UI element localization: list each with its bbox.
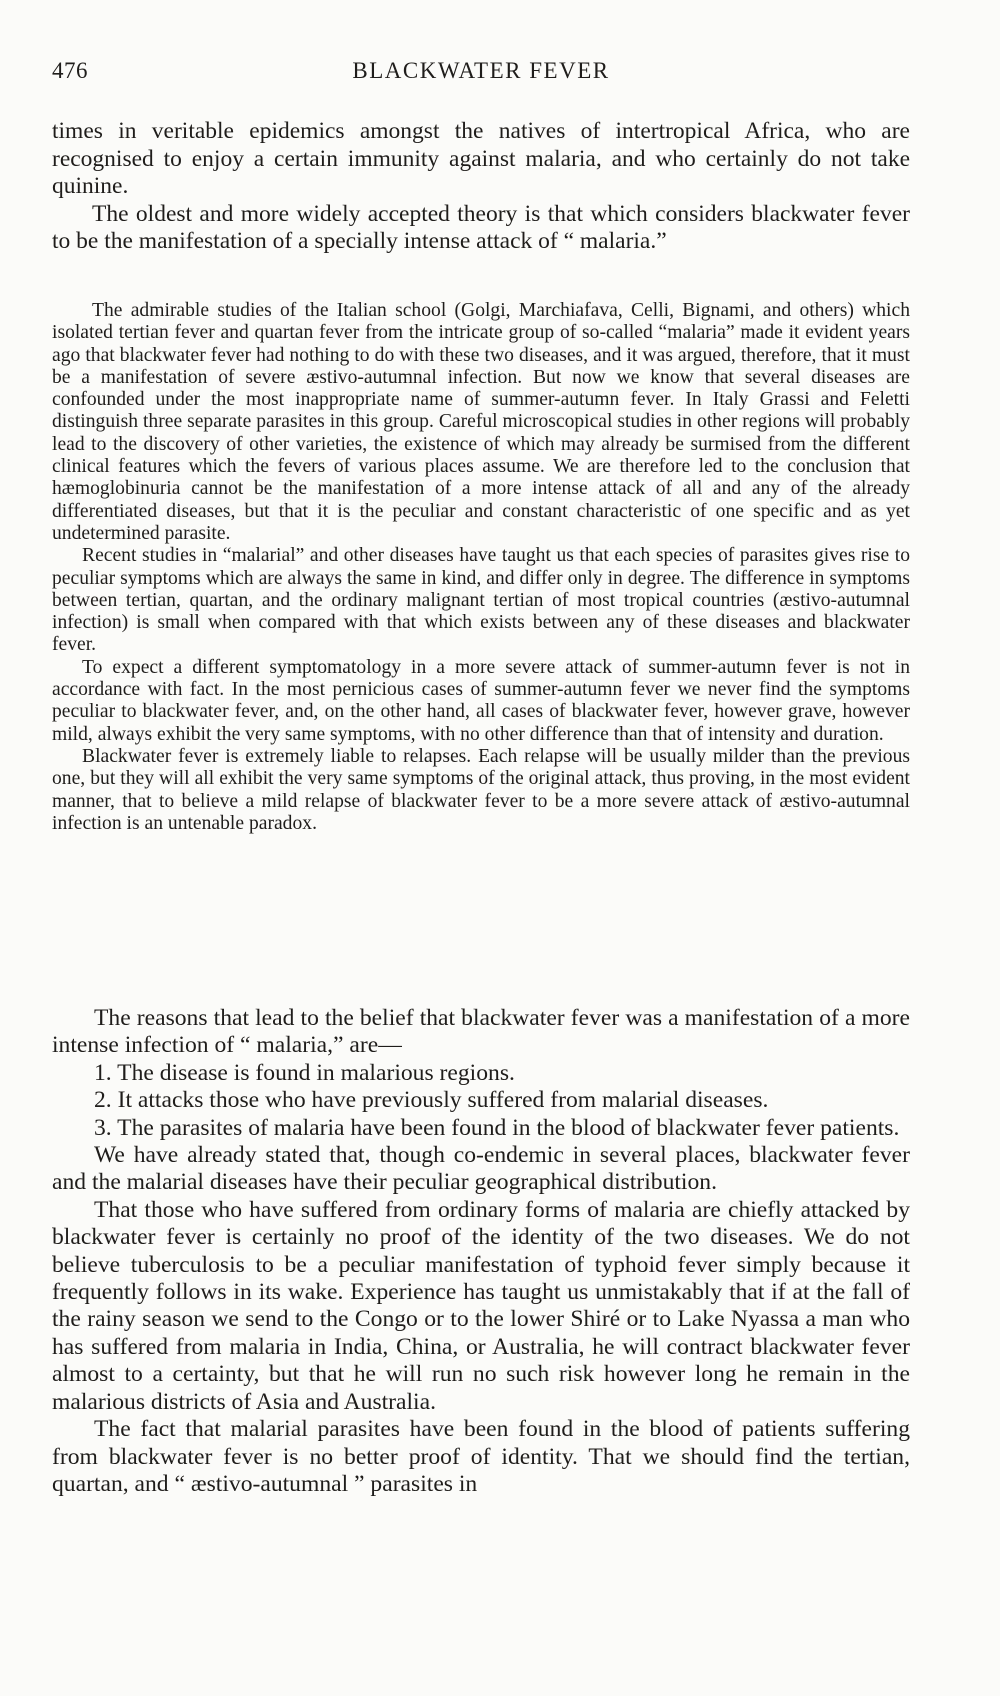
paragraph: The admirable studies of the Italian school (Golgi, Marchiafava, Celli, Bignami, and others) which isolated tertian fever and quartan fever from the intricate group of so-called “malaria” made it evident years ago that blackwater fever had nothing to do with these two diseases, and it was argued, therefore, that it must be a manifestation of severe æstivo-autumnal infection. But now we know that several diseases are confounded under the most inappropriate name of summer-autumn fever. In Italy Grassi and Feletti distinguish three separate parasites in this group. Careful microscopical studies in other regions will probably lead to the discovery of other varieties, the existence of which may already be surmised from the different clinical features which the fevers of various places assume. We are therefore led to the conclusion that hæmoglobinuria cannot be the manifestation of a more intense attack of all and any of the already differentiated diseases, but that it is the peculiar and constant characteristic of one specific and as yet undetermined parasite.	[52, 300, 910, 544]
main-text-block	[52, 1005, 910, 1498]
paragraph: The oldest and more widely accepted theory is that which considers blackwater fever to be the manifestation of a specially intense attack of “ malaria.”	[52, 200, 910, 254]
quoted-text-block	[52, 118, 910, 256]
list-item: 2. It attacks those who have previously suffered from malarial diseases.	[94, 1087, 769, 1114]
paragraph: That those who have suffered from ordinary forms of malaria are chiefly attacked by blackwater fever is certainly no proof of the identity of the two diseases. We do not believe tuberculosis to be a peculiar manifestation of typhoid fever simply because it frequently follows in its wake. Experience has taught us unmistakably that if at the fall of the rainy season we send to the Congo or to the lower Shiré or to Lake Nyassa a man who has suffered from malaria in India, China, or Australia, he will contract blackwater fever almost to a certainty, but that he will run no such risk however long he remain in the malarious districts of Asia and Australia.	[52, 1196, 910, 1415]
paragraph: The fact that malarial parasites have been found in the blood of patients suffering from blackwater fever is no better proof of identity. That we should find the tertian, quartan, and “ æstivo-autumnal ” parasites in	[52, 1416, 910, 1497]
paragraph: times in veritable epidemics amongst the natives of intertropical Africa, who are recognised to enjoy a certain immunity against malaria, and who certainly do not take quinine.	[52, 118, 910, 199]
list-item: 1. The disease is found in malarious regions.	[94, 1059, 515, 1086]
running-title: BLACKWATER FEVER	[352, 58, 610, 83]
paragraph: We have already stated that, though co-endemic in several places, blackwater fever and the malarial diseases have their peculiar geographical distribution.	[52, 1142, 910, 1196]
page-header	[52, 58, 910, 88]
list-item: 3. The parasites of malaria have been found in the blood of blackwater fever patients.	[94, 1114, 900, 1141]
paragraph: The reasons that lead to the belief that blackwater fever was a manifestation of a more intense infection of “ malaria,” are—	[52, 1005, 910, 1059]
small-print-block	[52, 300, 910, 835]
paragraph: Blackwater fever is extremely liable to relapses. Each relapse will be usually milder than the previous one, but they will all exhibit the very same symptoms of the original attack, thus proving, in the most evident manner, that to believe a mild relapse of blackwater fever to be a more severe attack of æstivo-autumnal infection is an untenable paradox.	[52, 745, 910, 834]
page-number: 476	[52, 58, 88, 83]
paragraph: To expect a different symptomatology in a more severe attack of summer-autumn fever is not in accordance with fact. In the most pernicious cases of summer-autumn fever we never find the symptoms peculiar to blackwater fever, and, on the other hand, all cases of blackwater fever, however grave, however mild, always exhibit the very same symptoms, with no other difference than that of intensity and duration.	[52, 656, 910, 745]
paragraph: Recent studies in “malarial” and other diseases have taught us that each species of parasites gives rise to peculiar symptoms which are always the same in kind, and differ only in degree. The difference in symptoms between tertian, quartan, and the ordinary malignant tertian of most tropical countries (æstivo-autumnal infection) is small when compared with that which exists between any of these diseases and blackwater fever.	[52, 545, 910, 656]
